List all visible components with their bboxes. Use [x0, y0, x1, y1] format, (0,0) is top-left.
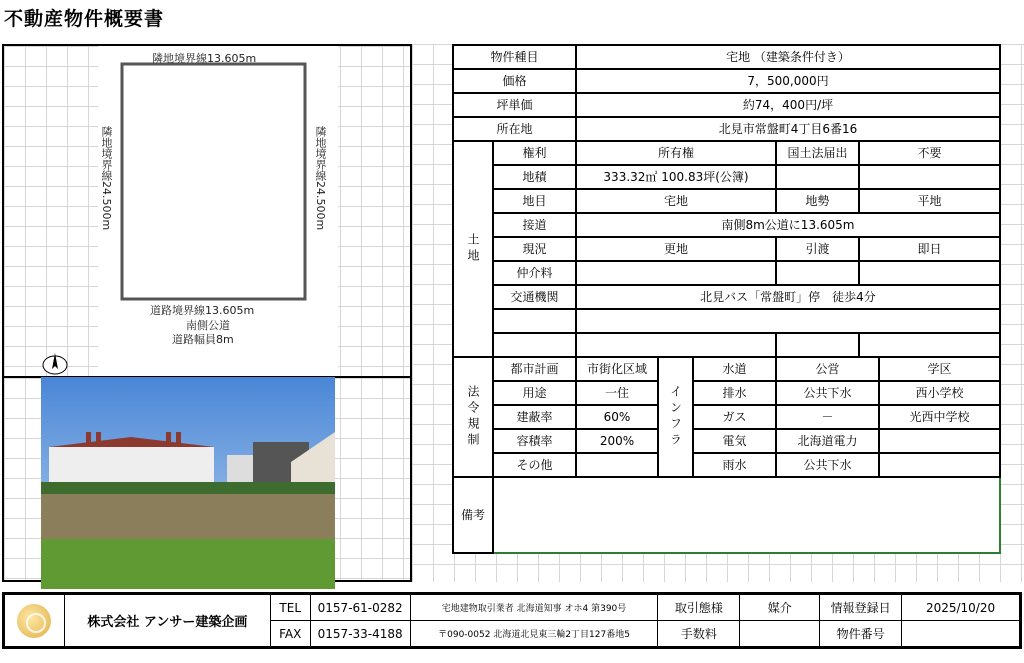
location-value: 北見市常盤町4丁目6番16	[576, 117, 1000, 141]
empty-cell	[493, 309, 576, 333]
water-label: 水道	[693, 357, 776, 381]
road-name-label: 南側公道	[186, 319, 230, 332]
property-table	[452, 44, 1001, 554]
company-name: 株式会社 アンサー建築企画	[64, 595, 270, 647]
empty-cell	[879, 453, 1000, 477]
empty-cell	[576, 309, 1000, 333]
remarks-field[interactable]	[493, 477, 1000, 553]
power-label: 電気	[693, 429, 776, 453]
status-value: 更地	[576, 237, 776, 261]
rights-label: 権利	[493, 141, 576, 165]
fee-label: 手数料	[658, 621, 740, 647]
type-value: 宅地 （建築条件付き）	[576, 45, 1000, 69]
deal-value: 媒介	[740, 595, 820, 621]
fee-value	[740, 621, 820, 647]
notify-value: 不要	[859, 141, 1000, 165]
drain-value: 公共下水	[776, 381, 879, 405]
gas-value: －	[776, 405, 879, 429]
infra-section-label: インフラ	[658, 357, 693, 477]
address-text: 〒090-0052 北海道北見東三輪2丁目127番地5	[410, 621, 658, 647]
empty-cell	[859, 165, 1000, 189]
empty-cell	[776, 165, 859, 189]
elementary-school: 西小学校	[879, 381, 1000, 405]
type-label: 物件種目	[453, 45, 576, 69]
footer	[2, 592, 1022, 649]
empty-cell	[493, 333, 576, 357]
north-arrow-icon	[42, 351, 68, 375]
road-label: 接道	[493, 213, 576, 237]
empty-cell	[859, 333, 1000, 357]
notify-label: 国土法届出	[776, 141, 859, 165]
photo-area	[4, 378, 410, 580]
law-section-label: 法令規制	[453, 357, 493, 477]
coverage-value: 60%	[576, 405, 658, 429]
page-title: 不動産物件概要書	[4, 8, 165, 30]
delivery-label: 引渡	[776, 237, 859, 261]
school-label: 学区	[879, 357, 1000, 381]
company-logo-icon	[17, 604, 51, 638]
area-label: 地積	[493, 165, 576, 189]
empty-cell	[879, 429, 1000, 453]
terrain-value: 平地	[859, 189, 1000, 213]
transport-value: 北見バス「常盤町」停 徒歩4分	[576, 285, 1000, 309]
road-width-label: 道路幅員8m	[172, 333, 234, 346]
reg-date-label: 情報登録日	[820, 595, 902, 621]
bottom-boundary-label: 道路境界線13.605m	[150, 304, 255, 317]
status-label: 現況	[493, 237, 576, 261]
tel-label: TEL	[270, 595, 310, 621]
category-value: 宅地	[576, 189, 776, 213]
empty-cell	[859, 261, 1000, 285]
transport-label: 交通機関	[493, 285, 576, 309]
empty-cell	[776, 261, 859, 285]
coverage-label: 建蔽率	[493, 405, 576, 429]
power-value: 北海道電力	[776, 429, 879, 453]
road-value: 南側8m公道に13.605m	[576, 213, 1000, 237]
reg-date-value: 2025/10/20	[902, 595, 1020, 621]
left-boundary-label: 隣地境界線24.500m	[100, 126, 113, 231]
tel-value: 0157-61-0282	[310, 595, 410, 621]
property-photo	[41, 377, 335, 589]
remarks-label: 備考	[453, 477, 493, 553]
prop-no-value	[902, 621, 1020, 647]
other-value	[576, 453, 658, 477]
unit-price-label: 坪単価	[453, 93, 576, 117]
use-value: 一住	[576, 381, 658, 405]
empty-cell	[776, 333, 859, 357]
rights-value: 所有権	[576, 141, 776, 165]
junior-high-school: 光西中学校	[879, 405, 1000, 429]
deal-label: 取引態様	[658, 595, 740, 621]
rain-label: 雨水	[693, 453, 776, 477]
price-label: 価格	[453, 69, 576, 93]
fax-label: FAX	[270, 621, 310, 647]
plot-map	[4, 46, 410, 378]
left-panel	[2, 44, 412, 582]
gas-label: ガス	[693, 405, 776, 429]
area-value: 333.32㎡ 100.83坪(公簿)	[576, 165, 776, 189]
water-value: 公営	[776, 357, 879, 381]
use-label: 用途	[493, 381, 576, 405]
category-label: 地目	[493, 189, 576, 213]
other-label: その他	[493, 453, 576, 477]
empty-cell	[576, 333, 776, 357]
location-label: 所在地	[453, 117, 576, 141]
price-value: 7，500,000円	[576, 69, 1000, 93]
city-plan-value: 市街化区域	[576, 357, 658, 381]
far-label: 容積率	[493, 429, 576, 453]
fax-value: 0157-33-4188	[310, 621, 410, 647]
drain-label: 排水	[693, 381, 776, 405]
land-section-label: 土地	[453, 141, 493, 357]
fee-label: 仲介料	[493, 261, 576, 285]
right-boundary-label: 隣地境界線24.500m	[314, 126, 327, 231]
unit-price-value: 約74，400円/坪	[576, 93, 1000, 117]
company-logo	[5, 595, 65, 647]
prop-no-label: 物件番号	[820, 621, 902, 647]
rain-value: 公共下水	[776, 453, 879, 477]
top-boundary-label: 隣地境界線13.605m	[152, 52, 257, 65]
city-plan-label: 都市計画	[493, 357, 576, 381]
footer-table	[4, 594, 1020, 647]
empty-cell	[576, 261, 776, 285]
far-value: 200%	[576, 429, 658, 453]
delivery-value: 即日	[859, 237, 1000, 261]
terrain-label: 地勢	[776, 189, 859, 213]
license-text: 宅地建物取引業者 北海道知事 オホ4 第390号	[410, 595, 658, 621]
